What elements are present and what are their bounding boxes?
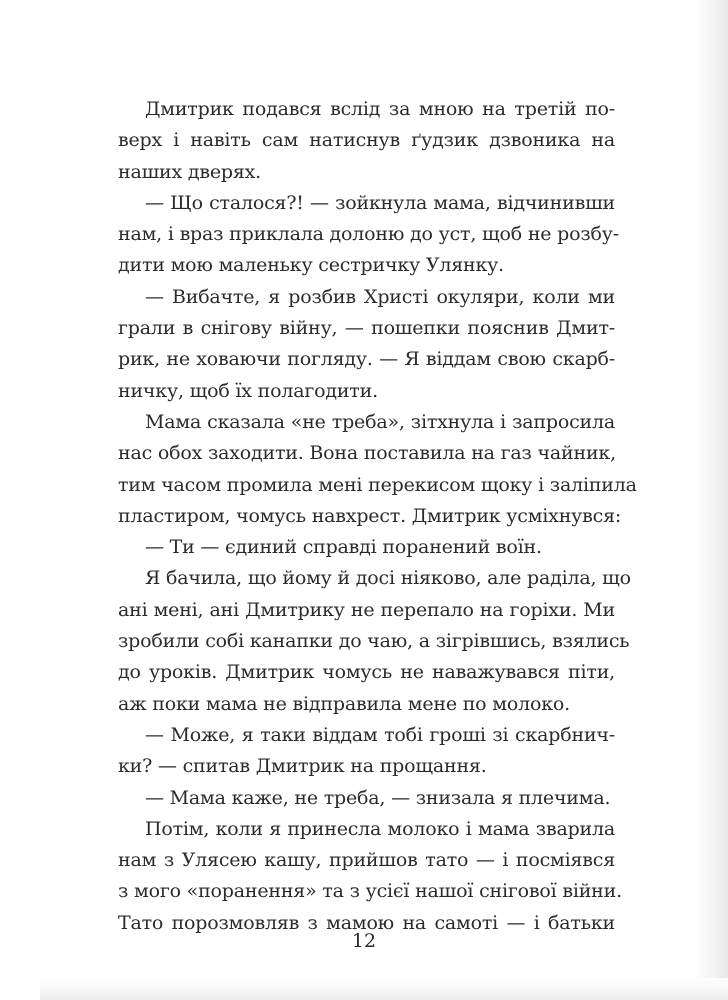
text-line: Я бачила, що йому й досі ніяково, але раділа, що — [145, 567, 631, 590]
text-line: грали в снігову війну, — пошепки пояснив Дмит- — [118, 317, 615, 340]
text-line: нам з Улясею кашу, прийшов тато — і посміявся — [118, 849, 615, 872]
text-line: ничку, щоб їх полагодити. — [118, 379, 378, 402]
text-line: — Що сталося?! — зойкнула мама, відчинивши — [145, 191, 615, 214]
text-line: дити мою маленьку сестричку Улянку. — [118, 254, 504, 277]
text-line: до уроків. Дмитрик чомусь не наважувався піти, — [118, 661, 615, 684]
page-edge-shadow — [694, 0, 728, 1000]
text-line: ки? — спитав Дмитрик на прощання. — [118, 755, 487, 778]
text-line: ані мені, ані Дмитрику не перепало на горіхи. Ми — [118, 598, 615, 621]
text-line: Дмитрик подався вслід за мною на третій по- — [145, 98, 615, 120]
page-bottom-shadow — [40, 978, 728, 1000]
text-line: Мама сказала «не треба», зітхнула і запросила — [145, 410, 615, 433]
text-line: — Мама каже, не треба, — знизала я плечима. — [145, 786, 611, 809]
page-number: 12 — [351, 930, 377, 952]
text-line: тим часом промила мені перекисом щоку і заліпила — [118, 473, 637, 496]
text-line: зробили собі канапки до чаю, а зігрівшись, взялись — [118, 630, 630, 653]
text-line: аж поки мама не відправила мене по молоко. — [118, 692, 570, 715]
text-line: рик, не ховаючи погляду. — Я віддам свою скарб- — [118, 348, 615, 371]
text-line: Потім, коли я принесла молоко і мама зварила — [145, 817, 615, 840]
text-line: пластиром, чомусь навхрест. Дмитрик усміхнувся: — [118, 504, 622, 527]
text-line: — Може, я таки віддам тобі гроші зі скарбнич- — [145, 723, 615, 746]
text-line: верх і навіть сам натиснув ґудзик дзвоника на — [118, 129, 615, 152]
text-line: нас обох заходити. Вона поставила на газ чайник, — [118, 442, 616, 465]
text-line: нам, і враз приклала долоню до уст, щоб не розбу- — [118, 223, 619, 246]
text-line: Тато порозмовляв з мамою на самоті — і батьки — [118, 911, 615, 934]
text-line: — Вибачте, я розбив Христі окуляри, коли ми — [145, 285, 615, 308]
text-line: — Ти — єдиний справді поранений воїн. — [145, 536, 542, 559]
text-line: з мого «поранення» та з усієї нашої снігової війни. — [118, 880, 622, 903]
text-line: наших дверях. — [118, 160, 262, 183]
body-text — [118, 94, 637, 939]
